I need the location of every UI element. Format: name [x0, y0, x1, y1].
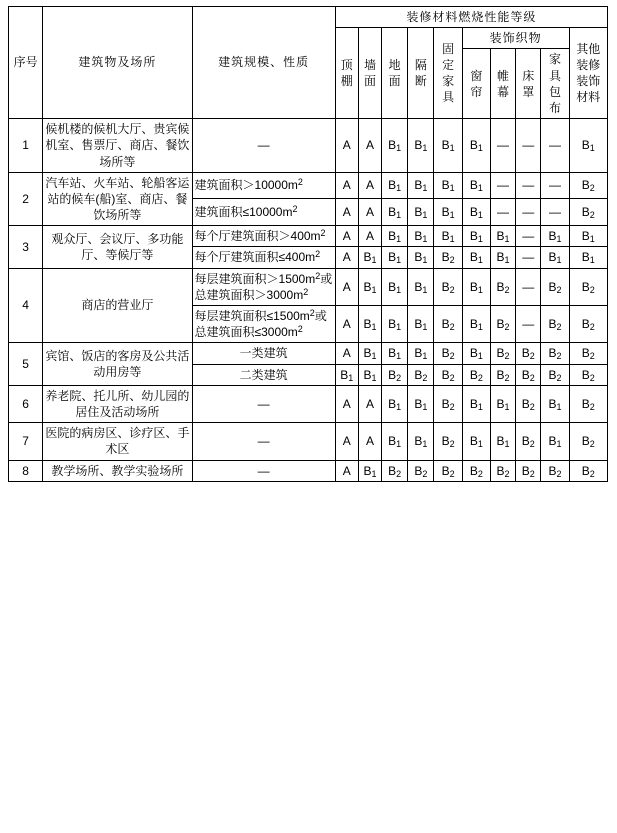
grade-cell: $B_1$: [408, 172, 434, 199]
grade-cell: $B_2$: [516, 343, 541, 364]
row-place: 候机楼的候机大厅、贵宾候机室、售票厅、商店、餐饮场所等: [43, 119, 192, 173]
grade-cell: $B_1$: [541, 247, 569, 268]
grade-cell: $B_2$: [516, 460, 541, 481]
grade-cell: $B_1$: [462, 423, 490, 460]
grade-cell: A: [335, 306, 358, 343]
grade-cell: $B_1$: [541, 423, 569, 460]
grade-cell: $B_1$: [462, 199, 490, 226]
row-place: 教学场所、教学实验场所: [43, 460, 192, 481]
grade-cell: $B_2$: [408, 364, 434, 385]
grade-cell: $B_2$: [490, 343, 515, 364]
row-seq: 1: [9, 119, 43, 173]
grade-cell: $B_1$: [382, 247, 408, 268]
grade-cell: $B_2$: [408, 460, 434, 481]
grade-cell: $B_1$: [382, 343, 408, 364]
grade-cell: $B_2$: [569, 385, 607, 422]
header-col-bedcover: 床罩: [516, 49, 541, 119]
grade-cell: A: [335, 226, 358, 247]
grade-cell: $B_2$: [434, 247, 462, 268]
grade-cell: $B_2$: [434, 268, 462, 305]
grade-cell: $B_1$: [434, 226, 462, 247]
row-scale: —: [192, 385, 335, 422]
grade-cell: $B_1$: [462, 306, 490, 343]
grade-cell: A: [358, 199, 381, 226]
grade-cell: $B_1$: [408, 226, 434, 247]
grade-cell: $B_1$: [569, 247, 607, 268]
row-scale: —: [192, 460, 335, 481]
header-col-upholstery: 家具包布: [541, 49, 569, 119]
row-place: 养老院、托儿所、幼儿园的居住及活动场所: [43, 385, 192, 422]
grade-cell: A: [335, 423, 358, 460]
grade-cell: $B_1$: [408, 199, 434, 226]
grade-cell: $B_2$: [490, 268, 515, 305]
grade-cell: $B_1$: [462, 343, 490, 364]
row-scale: —: [192, 119, 335, 173]
grade-cell: —: [516, 268, 541, 305]
row-seq: 3: [9, 226, 43, 268]
grade-cell: A: [358, 226, 381, 247]
header-group-fabric: 装饰织物: [462, 28, 569, 49]
grade-cell: —: [516, 119, 541, 173]
grade-cell: $B_2$: [382, 364, 408, 385]
header-group-title: 装修材料燃烧性能等级: [335, 7, 607, 28]
grade-cell: $B_2$: [516, 364, 541, 385]
grade-cell: A: [358, 385, 381, 422]
table-row: [9, 423, 608, 460]
grade-cell: $B_2$: [569, 199, 607, 226]
grade-cell: $B_1$: [408, 247, 434, 268]
grade-cell: $B_1$: [382, 306, 408, 343]
grade-cell: —: [490, 199, 515, 226]
grade-cell: $B_1$: [382, 172, 408, 199]
grade-cell: $B_1$: [382, 423, 408, 460]
table-header: [9, 7, 608, 119]
table-row: [9, 385, 608, 422]
row-seq: 5: [9, 343, 43, 385]
grade-cell: $B_1$: [358, 343, 381, 364]
grade-cell: $B_2$: [434, 385, 462, 422]
grade-cell: $B_2$: [382, 460, 408, 481]
grade-cell: $B_1$: [358, 247, 381, 268]
fire-performance-table: [8, 6, 608, 482]
header-col-floor: 地面: [382, 28, 408, 119]
row-seq: 7: [9, 423, 43, 460]
row-seq: 4: [9, 268, 43, 343]
header-col-ceiling: 顶棚: [335, 28, 358, 119]
grade-cell: $B_1$: [462, 385, 490, 422]
grade-cell: $B_2$: [569, 172, 607, 199]
grade-cell: $B_2$: [569, 268, 607, 305]
table-row: [9, 268, 608, 305]
grade-cell: —: [516, 172, 541, 199]
grade-cell: $B_2$: [490, 460, 515, 481]
grade-cell: A: [335, 460, 358, 481]
row-scale: 每个厅建筑面积$>400m^2$: [192, 226, 335, 247]
grade-cell: —: [516, 306, 541, 343]
table-row: [9, 226, 608, 247]
grade-cell: —: [541, 199, 569, 226]
header-col-curtain: 窗帘: [462, 49, 490, 119]
grade-cell: $B_1$: [434, 119, 462, 173]
grade-cell: $B_1$: [569, 226, 607, 247]
grade-cell: $B_1$: [434, 172, 462, 199]
row-scale: 每层建筑面积$\le 1500m^2$或总建筑面积$\le 3000m^2$: [192, 306, 335, 343]
row-scale: 二类建筑: [192, 364, 335, 385]
grade-cell: $B_1$: [490, 423, 515, 460]
grade-cell: $B_1$: [382, 199, 408, 226]
grade-cell: $B_2$: [516, 423, 541, 460]
grade-cell: $B_2$: [569, 460, 607, 481]
grade-cell: $B_1$: [434, 199, 462, 226]
grade-cell: $B_2$: [541, 364, 569, 385]
header-place: 建筑物及场所: [43, 7, 192, 119]
grade-cell: A: [335, 385, 358, 422]
grade-cell: $B_1$: [408, 423, 434, 460]
grade-cell: A: [335, 247, 358, 268]
header-col-wall: 墙面: [358, 28, 381, 119]
grade-cell: $B_1$: [462, 226, 490, 247]
grade-cell: $B_2$: [541, 306, 569, 343]
row-place: 医院的病房区、诊疗区、手术区: [43, 423, 192, 460]
grade-cell: $B_1$: [541, 226, 569, 247]
grade-cell: A: [335, 343, 358, 364]
grade-cell: $B_1$: [335, 364, 358, 385]
grade-cell: $B_2$: [462, 460, 490, 481]
grade-cell: $B_2$: [516, 385, 541, 422]
header-col-fixed-furniture: 固定家具: [434, 28, 462, 119]
row-seq: 8: [9, 460, 43, 481]
row-seq: 2: [9, 172, 43, 226]
grade-cell: A: [358, 172, 381, 199]
grade-cell: $B_1$: [490, 226, 515, 247]
grade-cell: $B_1$: [358, 268, 381, 305]
table-row: [9, 172, 608, 199]
header-col-partition: 隔断: [408, 28, 434, 119]
grade-cell: $B_2$: [569, 423, 607, 460]
grade-cell: $B_1$: [408, 343, 434, 364]
table-row: [9, 460, 608, 481]
grade-cell: $B_1$: [408, 119, 434, 173]
grade-cell: $B_1$: [490, 247, 515, 268]
grade-cell: $B_2$: [434, 343, 462, 364]
grade-cell: $B_2$: [541, 268, 569, 305]
grade-cell: $B_1$: [382, 385, 408, 422]
row-place: 商店的营业厅: [43, 268, 192, 343]
grade-cell: $B_1$: [358, 460, 381, 481]
grade-cell: $B_2$: [569, 364, 607, 385]
grade-cell: $B_1$: [541, 385, 569, 422]
header-col-other: 其他装修装饰材料: [569, 28, 607, 119]
grade-cell: $B_1$: [382, 119, 408, 173]
row-scale: 每层建筑面积$>1500m^2$或总建筑面积$>3000m^2$: [192, 268, 335, 305]
row-place: 观众厅、会议厅、多功能厅、等候厅等: [43, 226, 192, 268]
row-place: 宾馆、饭店的客房及公共活动用房等: [43, 343, 192, 385]
grade-cell: $B_1$: [408, 385, 434, 422]
grade-cell: $B_2$: [569, 306, 607, 343]
grade-cell: $B_2$: [434, 306, 462, 343]
grade-cell: $B_2$: [490, 306, 515, 343]
row-place: 汽车站、火车站、轮船客运站的候车(船)室、商店、餐饮场所等: [43, 172, 192, 226]
header-scale: 建筑规模、性质: [192, 7, 335, 119]
grade-cell: $B_1$: [382, 226, 408, 247]
grade-cell: A: [358, 119, 381, 173]
grade-cell: A: [335, 268, 358, 305]
table-row: [9, 119, 608, 173]
grade-cell: $B_2$: [462, 364, 490, 385]
row-scale: 每个厅建筑面积$\le 400m^2$: [192, 247, 335, 268]
grade-cell: $B_2$: [434, 364, 462, 385]
grade-cell: $B_2$: [490, 364, 515, 385]
grade-cell: —: [516, 247, 541, 268]
grade-cell: A: [335, 172, 358, 199]
grade-cell: A: [335, 119, 358, 173]
grade-cell: $B_1$: [462, 268, 490, 305]
table-body: [9, 119, 608, 482]
row-scale: 建筑面积$>10000m^2$: [192, 172, 335, 199]
grade-cell: $B_1$: [490, 385, 515, 422]
row-scale: —: [192, 423, 335, 460]
grade-cell: —: [516, 226, 541, 247]
table-row: [9, 343, 608, 364]
grade-cell: $B_2$: [434, 423, 462, 460]
grade-cell: $B_1$: [462, 172, 490, 199]
grade-cell: $B_1$: [462, 247, 490, 268]
grade-cell: $B_1$: [358, 306, 381, 343]
grade-cell: $B_2$: [541, 460, 569, 481]
grade-cell: $B_1$: [408, 306, 434, 343]
grade-cell: $B_2$: [434, 460, 462, 481]
grade-cell: $B_1$: [382, 268, 408, 305]
row-seq: 6: [9, 385, 43, 422]
header-col-drapery: 帷幕: [490, 49, 515, 119]
grade-cell: $B_2$: [569, 343, 607, 364]
grade-cell: A: [358, 423, 381, 460]
row-scale: 建筑面积$\le 10000m^2$: [192, 199, 335, 226]
grade-cell: —: [490, 172, 515, 199]
header-seq: 序号: [9, 7, 43, 119]
grade-cell: $B_1$: [462, 119, 490, 173]
grade-cell: $B_1$: [569, 119, 607, 173]
grade-cell: —: [516, 199, 541, 226]
grade-cell: A: [335, 199, 358, 226]
grade-cell: —: [541, 119, 569, 173]
grade-cell: $B_1$: [358, 364, 381, 385]
grade-cell: —: [490, 119, 515, 173]
grade-cell: $B_1$: [408, 268, 434, 305]
grade-cell: $B_2$: [541, 343, 569, 364]
grade-cell: —: [541, 172, 569, 199]
row-scale: 一类建筑: [192, 343, 335, 364]
